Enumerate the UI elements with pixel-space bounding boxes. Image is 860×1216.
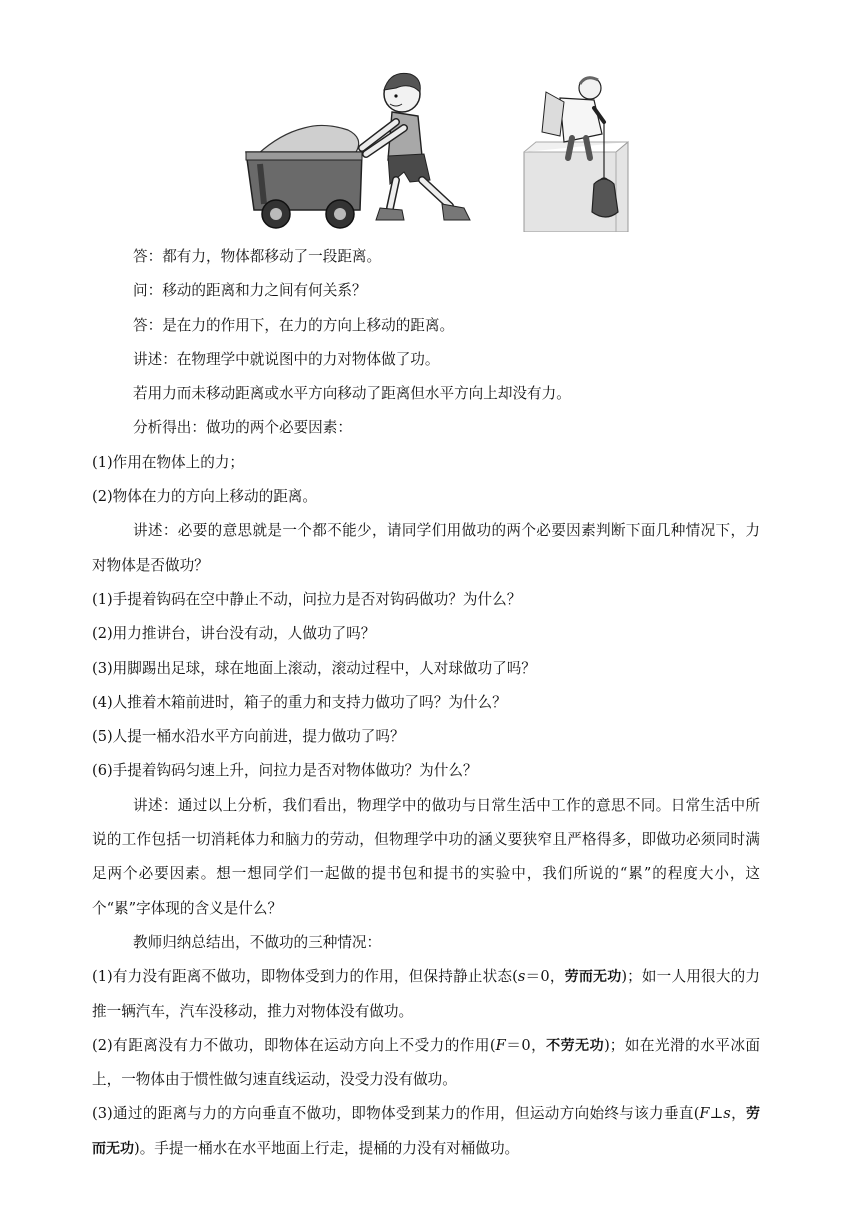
factor-item: (2)物体在力的方向上移动的距离。 [92,488,317,506]
boy-pushing-cart-illustration [240,68,480,230]
statement-paragraph: 讲述：通过以上分析，我们看出，物理学中的做功与日常生活中工作的意思不同。日常生活中所说的工作包括一切消耗体力和脑力的劳动，但物理学中功的涵义要狭窄且严格得多，即做功必须同时满足两个必要因素。想一想同学们一起做的提书包和提书的实验中，我们所说的“累”的程度大小，这个“累”字体现的含义是什么？ [92,796,760,917]
man-lifting-bag-illustration [520,72,632,232]
case-item: (4)人推着木箱前进时，箱子的重力和支持力做功了吗？为什么？ [92,693,507,711]
factor-item: (1)作用在物体上的力； [92,453,245,471]
case-item: (5)人提一桶水沿水平方向前进，提力做功了吗？ [92,728,405,746]
case-item: (6)手提着钩码匀速上升，问拉力是否对物体做功？为什么？ [92,762,478,780]
no-work-case-2: (2)有距离没有力不做功，即物体在运动方向上不受力的作用(F＝0，不劳无功)；如在光滑的水平冰面上，一物体由于惯性做匀速直线运动，没受力没有做功。 [92,1036,761,1089]
case-item: (2)用力推讲台，讲台没有动，人做功了吗？ [92,625,376,643]
statement-line: 讲述：在物理学中就说图中的力对物体做了功。 [133,350,440,368]
no-work-case-3: (3)通过的距离与力的方向垂直不做功，即物体受到某力的作用，但运动方向始终与该力垂直(F⊥s，劳而无功)。手提一桶水在水平地面上行走，提桶的力没有对桶做功。 [92,1105,760,1157]
answer-line: 答：是在力的作用下，在力的方向上移动的距离。 [133,316,455,334]
statement-paragraph: 讲述：必要的意思就是一个都不能少，请同学们用做功的两个必要因素判断下面几种情况下，力对物体是否做功？ [92,522,760,574]
no-work-case-1: (1)有力没有距离不做功，即物体受到力的作用，但保持静止状态(s＝0，劳而无功)；如一人用很大的力推一辆汽车，汽车没移动，推力对物体没有做功。 [92,968,761,1020]
illustrations [0,68,860,238]
case-item: (3)用脚踢出足球，球在地面上滚动，滚动过程中，人对球做功了吗？ [92,659,536,677]
statement-line: 若用力而未移动距离或水平方向移动了距离但水平方向上却没有力。 [133,385,571,403]
question-line: 问：移动的距离和力之间有何关系？ [133,282,367,300]
case-item: (1)手提着钩码在空中静止不动，问拉力是否对钩码做功？为什么？ [92,590,522,608]
summary-heading: 教师归纳总结出，不做功的三种情况： [133,933,382,951]
answer-line: 答：都有力，物体都移动了一段距离。 [133,248,382,265]
statement-line: 分析得出：做功的两个必要因素： [133,419,352,437]
lesson-text [92,240,760,1166]
